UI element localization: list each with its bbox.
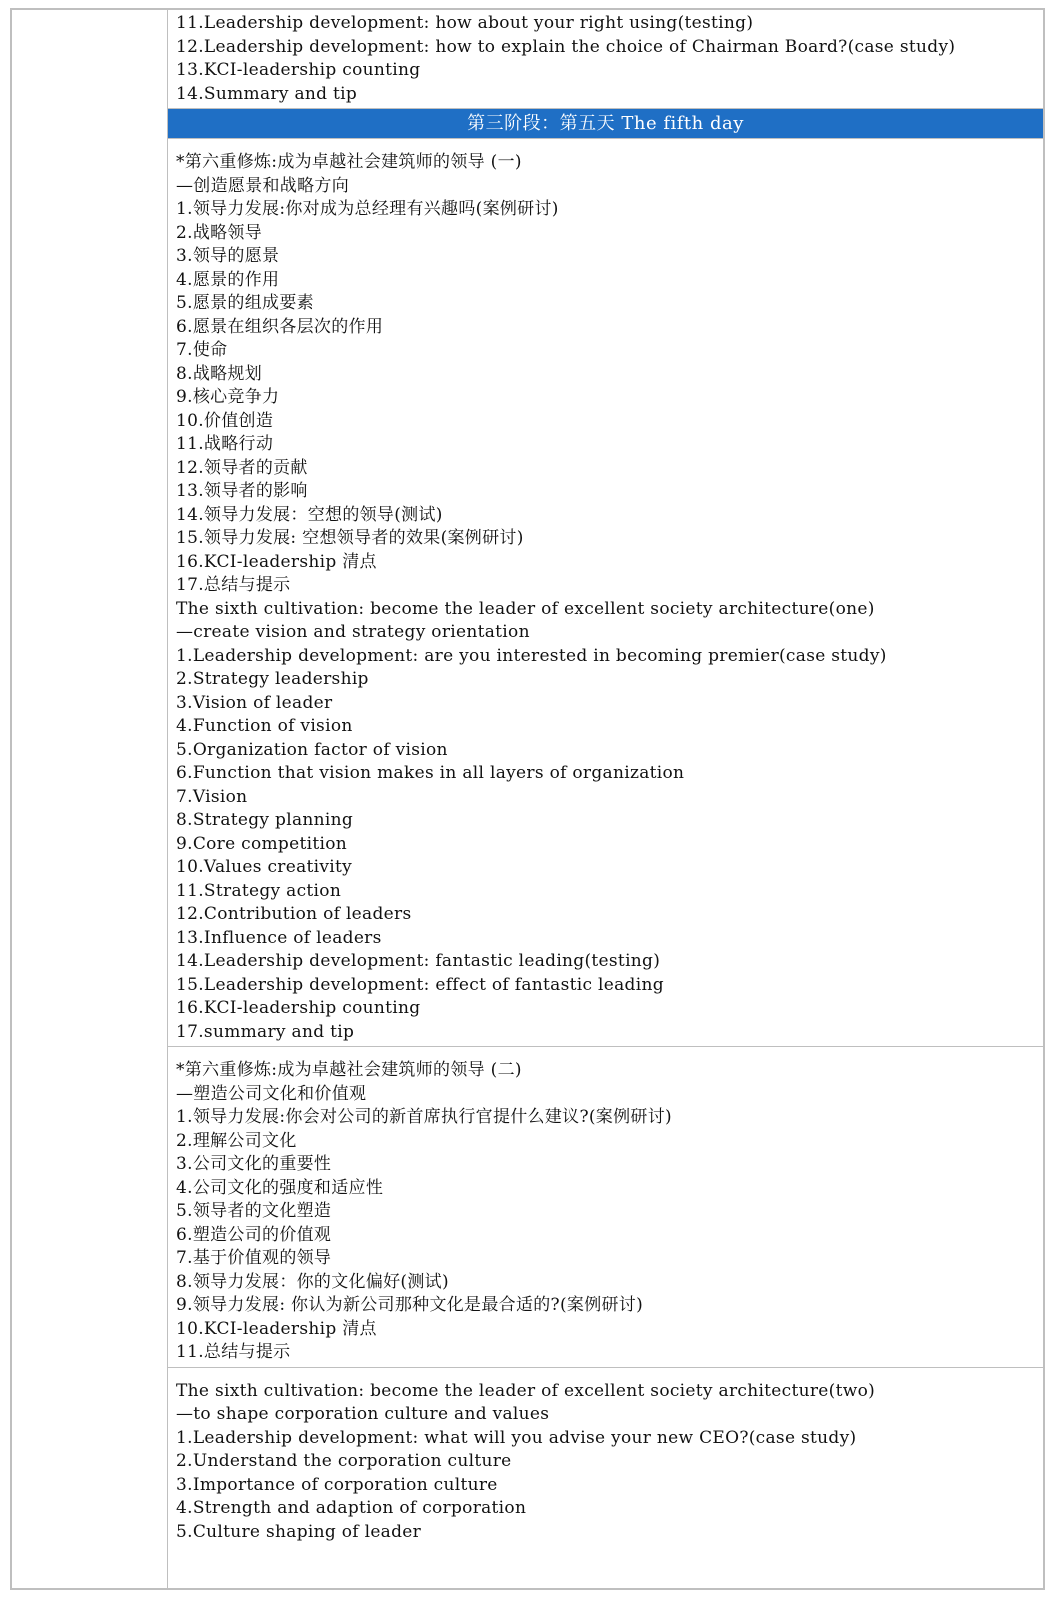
list-item: 11.总结与提示	[176, 1342, 291, 1362]
list-item: 2.战略领导	[176, 222, 263, 243]
list-item: 11.Leadership development: how about your right using(testing)	[176, 13, 754, 33]
list-item: 6.塑造公司的价值观	[176, 1224, 332, 1245]
list-item: 14.领导力发展：空想的领导(测试)	[176, 504, 443, 525]
list-item: 1.领导力发展:你会对公司的新首席执行官提什么建议?(案例研讨)	[176, 1107, 672, 1127]
list-item: 9.核心竞争力	[176, 387, 280, 407]
list-item: 17.summary and tip	[176, 1021, 355, 1042]
list-item: 4.愿景的作用	[176, 269, 280, 290]
top-section-cell	[168, 10, 1043, 108]
list-item: 4.Strength and adaption of corporation	[176, 1498, 527, 1518]
section-subtitle: —to shape corporation culture and values	[176, 1404, 550, 1424]
section-subtitle: —create vision and strategy orientation	[176, 622, 530, 642]
list-item: 14.Summary and tip	[176, 83, 358, 104]
day-header: 第三阶段：第五天 The fifth day	[168, 108, 1043, 138]
list-item: 9.Core competition	[176, 833, 347, 854]
list-item: 13.KCI-leadership counting	[176, 60, 421, 80]
list-item: 3.Importance of corporation culture	[176, 1474, 498, 1495]
list-item: 6.Function that vision makes in all layers of organization	[176, 763, 685, 783]
list-item: 2.Understand the corporation culture	[176, 1451, 512, 1471]
list-item: 3.Vision of leader	[176, 692, 333, 713]
list-item: 7.基于价值观的领导	[176, 1248, 332, 1268]
list-item: 12.Contribution of leaders	[176, 904, 412, 924]
section-title: The sixth cultivation: become the leader of excellent society architecture(one)	[176, 598, 875, 619]
section-title: The sixth cultivation: become the leader of excellent society architecture(two)	[176, 1380, 876, 1401]
right-column	[168, 10, 1043, 1588]
list-item: 1.Leadership development: what will you advise your new CEO?(case study)	[176, 1427, 857, 1448]
list-item: 4.Function of vision	[176, 716, 353, 736]
list-item: 13.领导者的影响	[176, 481, 308, 501]
section-title: *第六重修炼:成为卓越社会建筑师的领导 (二)	[176, 1060, 522, 1080]
list-item: 8.Strategy planning	[176, 810, 354, 830]
list-item: 7.Vision	[176, 786, 248, 807]
list-item: 11.战略行动	[176, 434, 274, 454]
list-item: 4.公司文化的强度和适应性	[176, 1177, 384, 1198]
section-subtitle: —塑造公司文化和价值观	[176, 1083, 367, 1104]
list-item: 12.Leadership development: how to explain the choice of Chairman Board?(case study)	[176, 36, 956, 57]
list-item: 1.Leadership development: are you interested in becoming premier(case study)	[176, 645, 887, 666]
list-item: 5.领导者的文化塑造	[176, 1201, 332, 1221]
cn-section-1-cell	[168, 138, 1043, 1046]
list-item: 11.Strategy action	[176, 880, 342, 901]
list-item: 10.Values creativity	[176, 857, 353, 877]
list-item: 3.领导的愿景	[176, 246, 280, 266]
list-item: 16.KCI-leadership 清点	[176, 551, 377, 572]
list-item: 5.Culture shaping of leader	[176, 1521, 422, 1542]
en-section-2-cell	[168, 1367, 1043, 1547]
list-item: 5.愿景的组成要素	[176, 293, 314, 313]
list-item: 10.KCI-leadership 清点	[176, 1318, 377, 1339]
list-item: 6.愿景在组织各层次的作用	[176, 316, 384, 337]
list-item: 3.公司文化的重要性	[176, 1154, 332, 1174]
section-subtitle: —创造愿景和战略方向	[176, 175, 349, 196]
list-item: 8.领导力发展：你的文化偏好(测试)	[176, 1271, 449, 1292]
list-item: 2.Strategy leadership	[176, 669, 369, 689]
list-item: 1.领导力发展:你对成为总经理有兴趣吗(案例研讨)	[176, 199, 559, 219]
cn-section-2-cell	[168, 1046, 1043, 1367]
list-item: 2.理解公司文化	[176, 1130, 297, 1151]
list-item: 9.领导力发展: 你认为新公司那种文化是最合适的?(案例研讨)	[176, 1295, 644, 1315]
list-item: 5.Organization factor of vision	[176, 739, 448, 760]
list-item: 13.Influence of leaders	[176, 927, 382, 948]
list-item: 14.Leadership development: fantastic leading(testing)	[176, 951, 661, 971]
list-item: 10.价值创造	[176, 410, 274, 431]
list-item: 7.使命	[176, 340, 228, 360]
left-column-cell	[12, 10, 168, 1588]
list-item: 12.领导者的贡献	[176, 457, 308, 478]
list-item: 16.KCI-leadership counting	[176, 998, 421, 1018]
list-item: 8.战略规划	[176, 363, 263, 384]
list-item: 17.总结与提示	[176, 575, 291, 595]
section-title: *第六重修炼:成为卓越社会建筑师的领导 (一)	[176, 152, 522, 172]
list-item: 15.领导力发展: 空想领导者的效果(案例研讨)	[176, 528, 524, 548]
course-outline-table	[10, 8, 1045, 1590]
list-item: 15.Leadership development: effect of fantastic leading	[176, 974, 664, 995]
